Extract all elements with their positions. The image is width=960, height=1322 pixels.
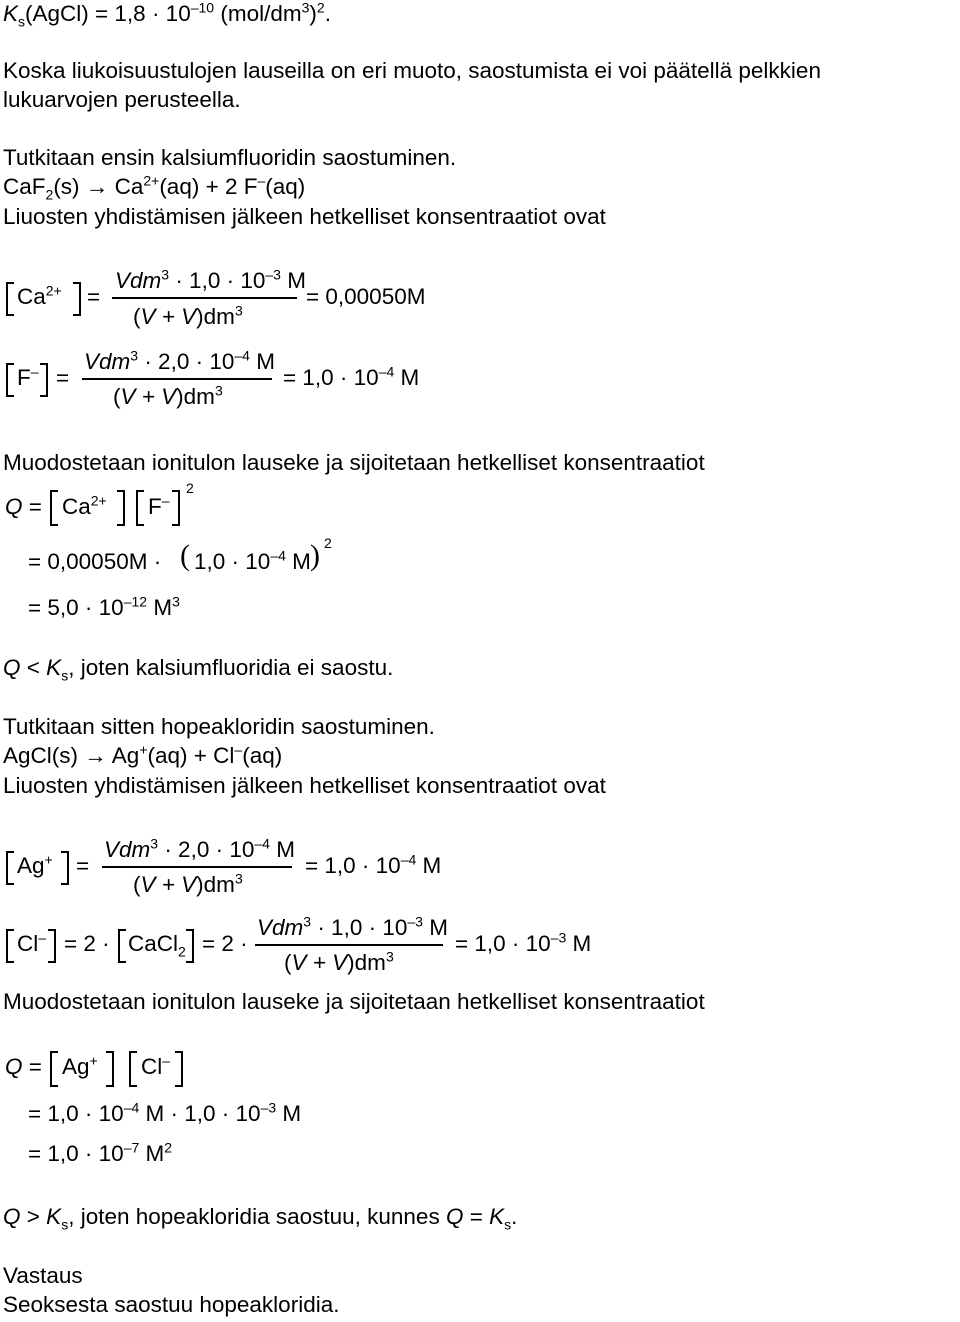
arrow-icon: → bbox=[84, 743, 107, 768]
answer-text: Seoksesta saostuu hopeakloridia. bbox=[3, 1292, 340, 1317]
paragraph-1b: lukuarvojen perusteella. bbox=[3, 87, 241, 112]
paragraph-9: $Q > K_s$, joten hopeakloridia saostuu, kunnes $Q = K_s$. bbox=[3, 1204, 518, 1233]
ks-line: $K_s(AgCl) = 1,8 \cdot 10^{-10}$ $(mol/dm^3)^2$. bbox=[3, 0, 331, 30]
reaction-caf2: $CaF_2(s) \to Ca^{2+}(aq) + 2$ F–(aq) bbox=[3, 172, 306, 203]
answer-title: Vastaus bbox=[3, 1263, 83, 1288]
reaction-agcl: AgCl(s) → Ag+(aq) + Cl–(aq) bbox=[3, 741, 283, 768]
paragraph-5: $Q < K_s$, joten kalsiumfluoridia ei saostu. bbox=[3, 655, 394, 684]
paragraph-2: Tutkitaan ensin kalsiumfluoridin saostuminen. bbox=[3, 145, 457, 170]
paragraph-7: Liuosten yhdistämisen jälkeen hetkelliset konsentraatiot ovat bbox=[3, 773, 606, 798]
paragraph-4: Muodostetaan ionitulon lauseke ja sijoitetaan hetkelliset konsentraatiot bbox=[3, 450, 705, 475]
paragraph-8: Muodostetaan ionitulon lauseke ja sijoitetaan hetkelliset konsentraatiot bbox=[3, 989, 705, 1014]
paragraph-6: Tutkitaan sitten hopeakloridin saostuminen. bbox=[3, 714, 435, 739]
arrow-icon: → bbox=[85, 174, 109, 199]
paragraph-3: Liuosten yhdistämisen jälkeen hetkelliset konsentraatiot ovat bbox=[3, 204, 606, 229]
paragraph-1a: Koska liukoisuustulojen lauseilla on eri muoto, saostumista ei voi päätellä pelkkien bbox=[3, 58, 821, 83]
